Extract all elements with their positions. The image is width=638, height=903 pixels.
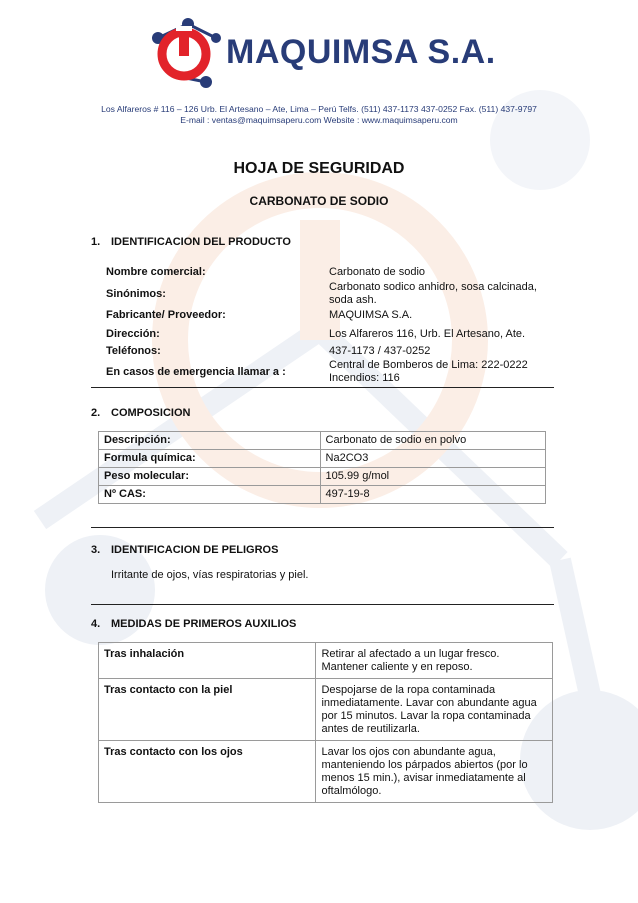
section-divider [91, 387, 554, 388]
brand-name: MAQUIMSA S.A. [226, 33, 496, 71]
table-cell-label: Formula química: [99, 450, 321, 468]
page-title: HOJA DE SEGURIDAD [233, 160, 405, 177]
table-cell-value: 497-19-8 [320, 486, 545, 504]
table-cell-value: Lavar los ojos con abundante agua, manteniendo los párpados abiertos (por lo menos 15 min.), avisar inmediatamente al oftalmólogo. [316, 741, 553, 803]
s1-label-emergencia: En casos de emergencia llamar a : [106, 366, 286, 378]
s1-value-direccion: Los Alfareros 116, Urb. El Artesano, Ate. [329, 328, 526, 340]
table-cell-value: Carbonato de sodio en polvo [320, 432, 545, 450]
table-row [99, 432, 546, 450]
s1-value-telefonos: 437-1173 / 437-0252 [329, 345, 431, 357]
table-cell-value: Na2CO3 [320, 450, 545, 468]
table-row [99, 450, 546, 468]
hazards-text: Irritante de ojos, vías respiratorias y piel. [111, 569, 309, 581]
table-cell-value: 105.99 g/mol [320, 468, 545, 486]
first-aid-table [98, 642, 553, 803]
table-cell-label: Tras inhalación [99, 643, 316, 679]
s1-value-sinonimos: Carbonato sodico anhidro, sosa calcinada, [329, 281, 537, 293]
table-row [99, 643, 553, 679]
table-row [99, 741, 553, 803]
s1-label-nombre: Nombre comercial: [106, 266, 206, 278]
s1-label-direccion: Dirección: [106, 328, 160, 340]
s1-value-sinonimos-2: soda ash. [329, 294, 377, 306]
table-cell-value: Retirar al afectado a un lugar fresco. Mantener caliente y en reposo. [316, 643, 553, 679]
composition-table [98, 431, 546, 504]
table-cell-label: Descripción: [99, 432, 321, 450]
s1-label-fabricante: Fabricante/ Proveedor: [106, 309, 226, 321]
s1-label-telefonos: Teléfonos: [106, 345, 161, 357]
section-3-heading: 3. IDENTIFICACION DE PELIGROS [91, 544, 279, 556]
table-cell-label: Nº CAS: [99, 486, 321, 504]
table-cell-value: Despojarse de la ropa contaminada inmediatamente. Lavar con abundante agua por 15 minutos. Lavar la ropa contaminada antes de reutilizarla. [316, 679, 553, 741]
table-cell-label: Tras contacto con la piel [99, 679, 316, 741]
s1-value-emergencia-2: Incendios: 116 [329, 372, 400, 384]
s1-value-emergencia: Central de Bomberos de Lima: 222-0222 [329, 359, 528, 371]
table-row [99, 486, 546, 504]
table-cell-label: Peso molecular: [99, 468, 321, 486]
table-row [99, 468, 546, 486]
table-row [99, 679, 553, 741]
table-cell-label: Tras contacto con los ojos [99, 741, 316, 803]
contact-address: Los Alfareros # 116 – 126 Urb. El Artesano – Ate, Lima – Perú Telfs. (511) 437-1173 437-0252 Fax. (511) 437-9797 [101, 104, 537, 114]
section-2-heading: 2. COMPOSICION [91, 407, 191, 419]
s1-value-nombre: Carbonato de sodio [329, 266, 426, 278]
section-4-heading: 4. MEDIDAS DE PRIMEROS AUXILIOS [91, 618, 297, 630]
page-subtitle: CARBONATO DE SODIO [249, 194, 389, 208]
contact-email-website: E-mail : ventas@maquimsaperu.com Website : www.maquimsaperu.com [180, 115, 458, 125]
section-1-heading: 1. IDENTIFICACION DEL PRODUCTO [91, 236, 291, 248]
s1-label-sinonimos: Sinónimos: [106, 288, 166, 300]
s1-value-fabricante: MAQUIMSA S.A. [329, 309, 413, 321]
section-divider [91, 527, 554, 528]
section-divider [91, 604, 554, 605]
